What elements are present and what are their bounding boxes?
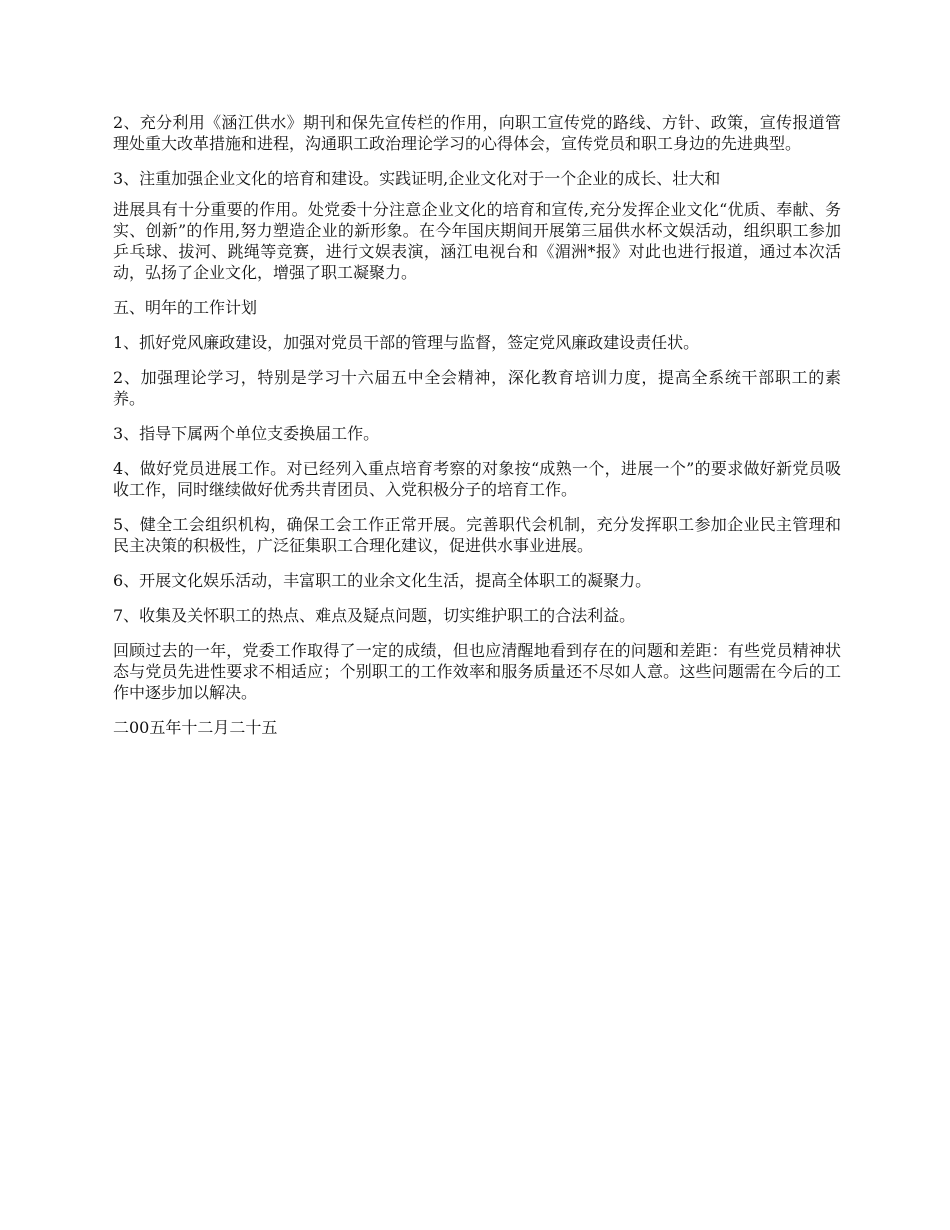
plan-item-6: 6、开展文化娱乐活动，丰富职工的业余文化生活，提高全体职工的凝聚力。: [113, 571, 652, 590]
section-heading-next-year-plan: 五、明年的工作计划: [113, 298, 258, 317]
paragraph-review-summary: 回顾过去的一年，党委工作取得了一定的成绩，但也应清醒地看到存在的问题和差距：有些党员精神状态与党员先进性要求不相适应；个别职工的工作效率和服务质量还不尽如人意。这些问题需在今后的工作中逐步加以解决。: [113, 641, 841, 702]
paragraph-culture-detail: 进展具有十分重要的作用。处党委十分注意企业文化的培育和宣传,充分发挥企业文化“优质、奉献、务实、创新”的作用,努力塑造企业的新形象。在今年国庆期间开展第三届供水杯文娱活动，组织职工参加乒乓球、拔河、跳绳等竞赛，进行文娱表演，涵江电视台和《湄洲*报》对此也进行报道，通过本次活动，弘扬了企业文化，增强了职工凝聚力。: [113, 200, 841, 282]
plan-item-5: 5、健全工会组织机构，确保工会工作正常开展。完善职代会机制，充分发挥职工参加企业民主管理和民主决策的积极性，广泛征集职工合理化建议，促进供水事业进展。: [113, 515, 841, 555]
document-body: [113, 112, 841, 752]
paragraph-culture-intro: 3、注重加强企业文化的培育和建设。实践证明,企业文化对于一个企业的成长、壮大和: [113, 169, 721, 188]
plan-item-2: 2、加强理论学习，特别是学习十六届五中全会精神，深化教育培训力度，提高全系统干部职工的素养。: [113, 368, 841, 408]
plan-item-4: 4、做好党员进展工作。对已经列入重点培育考察的对象按“成熟一个，进展一个”的要求做好新党员吸收工作，同时继续做好优秀共青团员、入党积极分子的培育工作。: [113, 459, 841, 499]
plan-item-1: 1、抓好党风廉政建设，加强对党员干部的管理与监督，签定党风廉政建设责任状。: [113, 333, 700, 352]
document-date: 二00五年十二月二十五: [113, 718, 278, 737]
paragraph-publicity: 2、充分利用《涵江供水》期刊和保先宣传栏的作用，向职工宣传党的路线、方针、政策，宣传报道管理处重大改革措施和进程，沟通职工政治理论学习的心得体会，宣传党员和职工身边的先进典型。: [113, 113, 841, 153]
plan-item-3: 3、指导下属两个单位支委换届工作。: [113, 424, 380, 443]
plan-item-7: 7、收集及关怀职工的热点、难点及疑点问题，切实维护职工的合法利益。: [113, 606, 636, 625]
